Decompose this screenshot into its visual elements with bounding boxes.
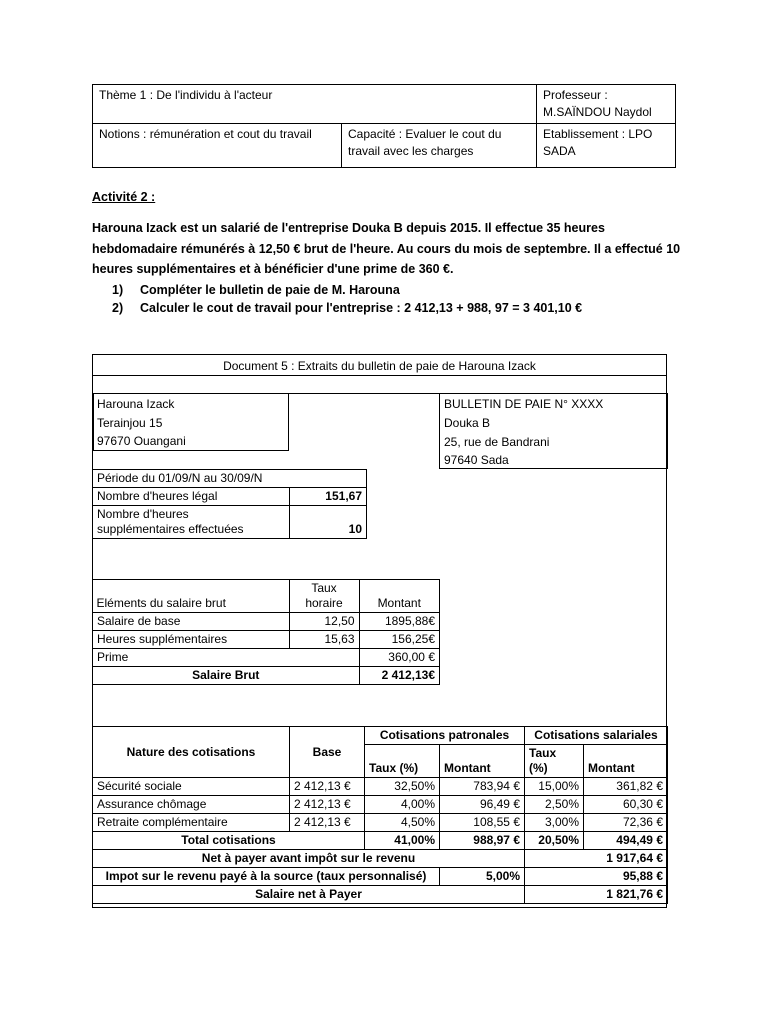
contrib-er-rate-header: Taux (%) <box>365 745 440 778</box>
school-cell: Etablissement : LPO SADA <box>537 124 676 168</box>
employer-city: 97640 Sada <box>444 453 509 467</box>
gross-salary-table <box>92 579 440 685</box>
contrib-row: Assurance chômage 2 412,13 € 4,00% 96,49 € 2,50% 60,30 € <box>93 796 668 814</box>
legal-hours-label: Nombre d'heures légal <box>93 488 290 506</box>
legal-hours-value: 151,67 <box>290 488 367 506</box>
employee-name: Harouna Izack <box>97 397 175 411</box>
employer-street: 25, rue de Bandrani <box>444 435 550 449</box>
contrib-total-row: Total cotisations 41,00% 988,97 € 20,50% 494,49 € <box>93 832 668 850</box>
contrib-row: Retraite complémentaire 2 412,13 € 4,50% 108,55 € 3,00% 72,36 € <box>93 814 668 832</box>
contrib-er-amount-header: Montant <box>440 745 525 778</box>
gross-col-elements: Eléments du salaire brut <box>93 580 290 613</box>
header-table <box>92 84 676 168</box>
gross-col-rate: Taux horaire <box>289 580 359 613</box>
contrib-ee-amount-header: Montant <box>584 745 668 778</box>
gross-row: Heures supplémentaires 15,63 156,25€ <box>93 631 440 649</box>
employee-street: Terainjou 15 <box>97 416 163 430</box>
instruction-2: 2) Calculer le cout de travail pour l'entreprise : 2 412,13 + 988, 97 = 3 401,10 € <box>112 301 583 315</box>
contrib-row: Sécurité sociale 2 412,13 € 32,50% 783,94 € 15,00% 361,82 € <box>93 778 668 796</box>
employer-name: Douka B <box>444 416 491 430</box>
professor-cell <box>537 85 676 124</box>
capacity-cell: Capacité : Evaluer le cout du travail avec les charges <box>342 124 537 168</box>
document-title: Document 5 : Extraits du bulletin de paie de Harouna Izack <box>223 359 536 373</box>
gross-row: Prime 360,00 € <box>93 649 440 667</box>
notions-cell: Notions : rémunération et cout du travail <box>93 124 342 168</box>
contrib-ee-rate-header: Taux (%) <box>525 745 584 778</box>
extra-hours-value: 10 <box>290 506 367 539</box>
payslip-document <box>92 354 667 908</box>
hours-table <box>92 469 367 539</box>
contrib-col-employer: Cotisations patronales <box>365 727 525 745</box>
professor-name: M.SAÏNDOU Naydol <box>543 105 652 119</box>
professor-label: Professeur : <box>543 88 608 102</box>
contrib-col-employee: Cotisations salariales <box>525 727 668 745</box>
income-tax-row: Impot sur le revenu payé à la source (taux personnalisé) 5,00% 95,88 € <box>93 868 668 886</box>
theme-cell: Thème 1 : De l'individu à l'acteur <box>93 85 537 124</box>
activity-title: Activité 2 : <box>92 190 156 204</box>
period: Période du 01/09/N au 30/09/N <box>93 470 367 488</box>
bulletin-number: BULLETIN DE PAIE N° XXXX <box>444 397 604 411</box>
contrib-col-nature: Nature des cotisations <box>93 727 290 778</box>
employee-city: 97670 Ouangani <box>97 434 186 448</box>
gross-col-amount: Montant <box>359 580 440 613</box>
gross-total-row: Salaire Brut 2 412,13€ <box>93 667 440 685</box>
extra-hours-label: Nombre d'heures supplémentaires effectuées <box>93 506 290 539</box>
net-before-tax-row: Net à payer avant impôt sur le revenu 1 917,64 € <box>93 850 668 868</box>
net-salary-row: Salaire net à Payer 1 821,76 € <box>93 886 668 904</box>
contributions-table <box>92 726 668 904</box>
gross-row: Salaire de base 12,50 1895,88€ <box>93 613 440 631</box>
instruction-1: 1) Compléter le bulletin de paie de M. Harouna <box>112 283 400 297</box>
activity-paragraph: Harouna Izack est un salarié de l'entreprise Douka B depuis 2015. Il effectue 35 heures hebdomadaire rémunérés à 12,50 € brut de l'heure. Au cours du mois de septembre. Il a effectué 10 heures supplémentaires et à bénéficier d'une prime de 360 €. <box>92 221 681 276</box>
contrib-col-base: Base <box>290 727 365 778</box>
